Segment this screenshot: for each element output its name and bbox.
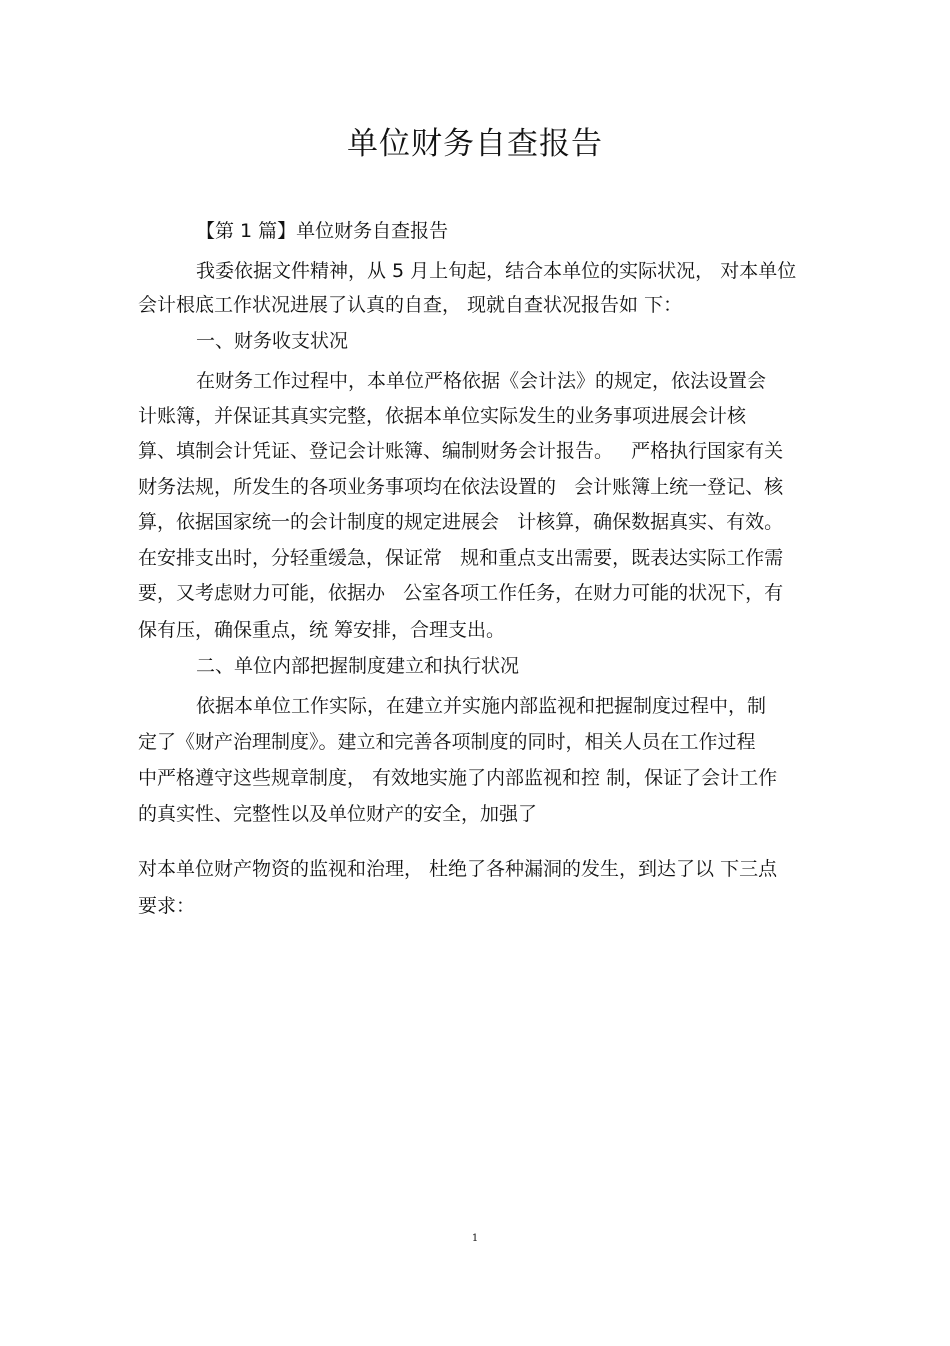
paragraph-line: 在财务工作过程中，本单位严格依据《会计法》的规定，依法设置会 <box>196 370 767 392</box>
paragraph-line: 要求： <box>138 895 196 917</box>
paragraph-line: 中严格遵守这些规章制度， 有效地实施了内部监视和控 制，保证了会计工作 <box>138 767 778 789</box>
paragraph-line: 对本单位财产物资的监视和治理， 杜绝了各种漏洞的发生，到达了以 下三点 <box>138 858 778 880</box>
paragraph-line: 我委依据文件精神，从 5 月上旬起，结合本单位的实际状况， 对本单位 <box>196 260 797 282</box>
paragraph-line: 算、填制会计凭证、登记会计账簿、编制财务会计报告。 严格执行国家有关 <box>138 440 784 462</box>
page-number: 1 <box>471 1233 479 1244</box>
section-heading-internal-control: 二、单位内部把握制度建立和执行状况 <box>196 655 520 677</box>
paragraph-line: 计账簿，并保证其真实完整，依据本单位实际发生的业务事项进展会计核 <box>138 405 747 427</box>
document-title: 单位财务自查报告 <box>347 126 603 162</box>
paragraph-line: 定了《财产治理制度》。建立和完善各项制度的同时，相关人员在工作过程 <box>138 731 756 753</box>
paragraph-line: 的真实性、完整性以及单位财产的安全，加强了 <box>138 803 538 825</box>
paragraph-line: 要，又考虑财力可能，依据办 公室各项工作任务，在财力可能的状况下，有 <box>138 582 784 604</box>
paragraph-line: 财务法规，所发生的各项业务事项均在依法设置的 会计账簿上统一登记、核 <box>138 476 784 498</box>
section-heading-article-1: 【第 1 篇】单位财务自查报告 <box>196 220 449 242</box>
paragraph-line: 依据本单位工作实际，在建立并实施内部监视和把握制度过程中，制 <box>196 695 767 717</box>
section-heading-income-expenditure: 一、财务收支状况 <box>196 330 349 352</box>
paragraph-line: 在安排支出时，分轻重缓急，保证常 规和重点支出需要，既表达实际工作需 <box>138 547 784 569</box>
paragraph-line: 算，依据国家统一的会计制度的规定进展会 计核算，确保数据真实、有效。 <box>138 511 784 533</box>
paragraph-line: 会计根底工作状况进展了认真的自查， 现就自查状况报告如 下： <box>138 294 683 316</box>
paragraph-line: 保有压，确保重点，统 筹安排，合理支出。 <box>138 619 506 641</box>
